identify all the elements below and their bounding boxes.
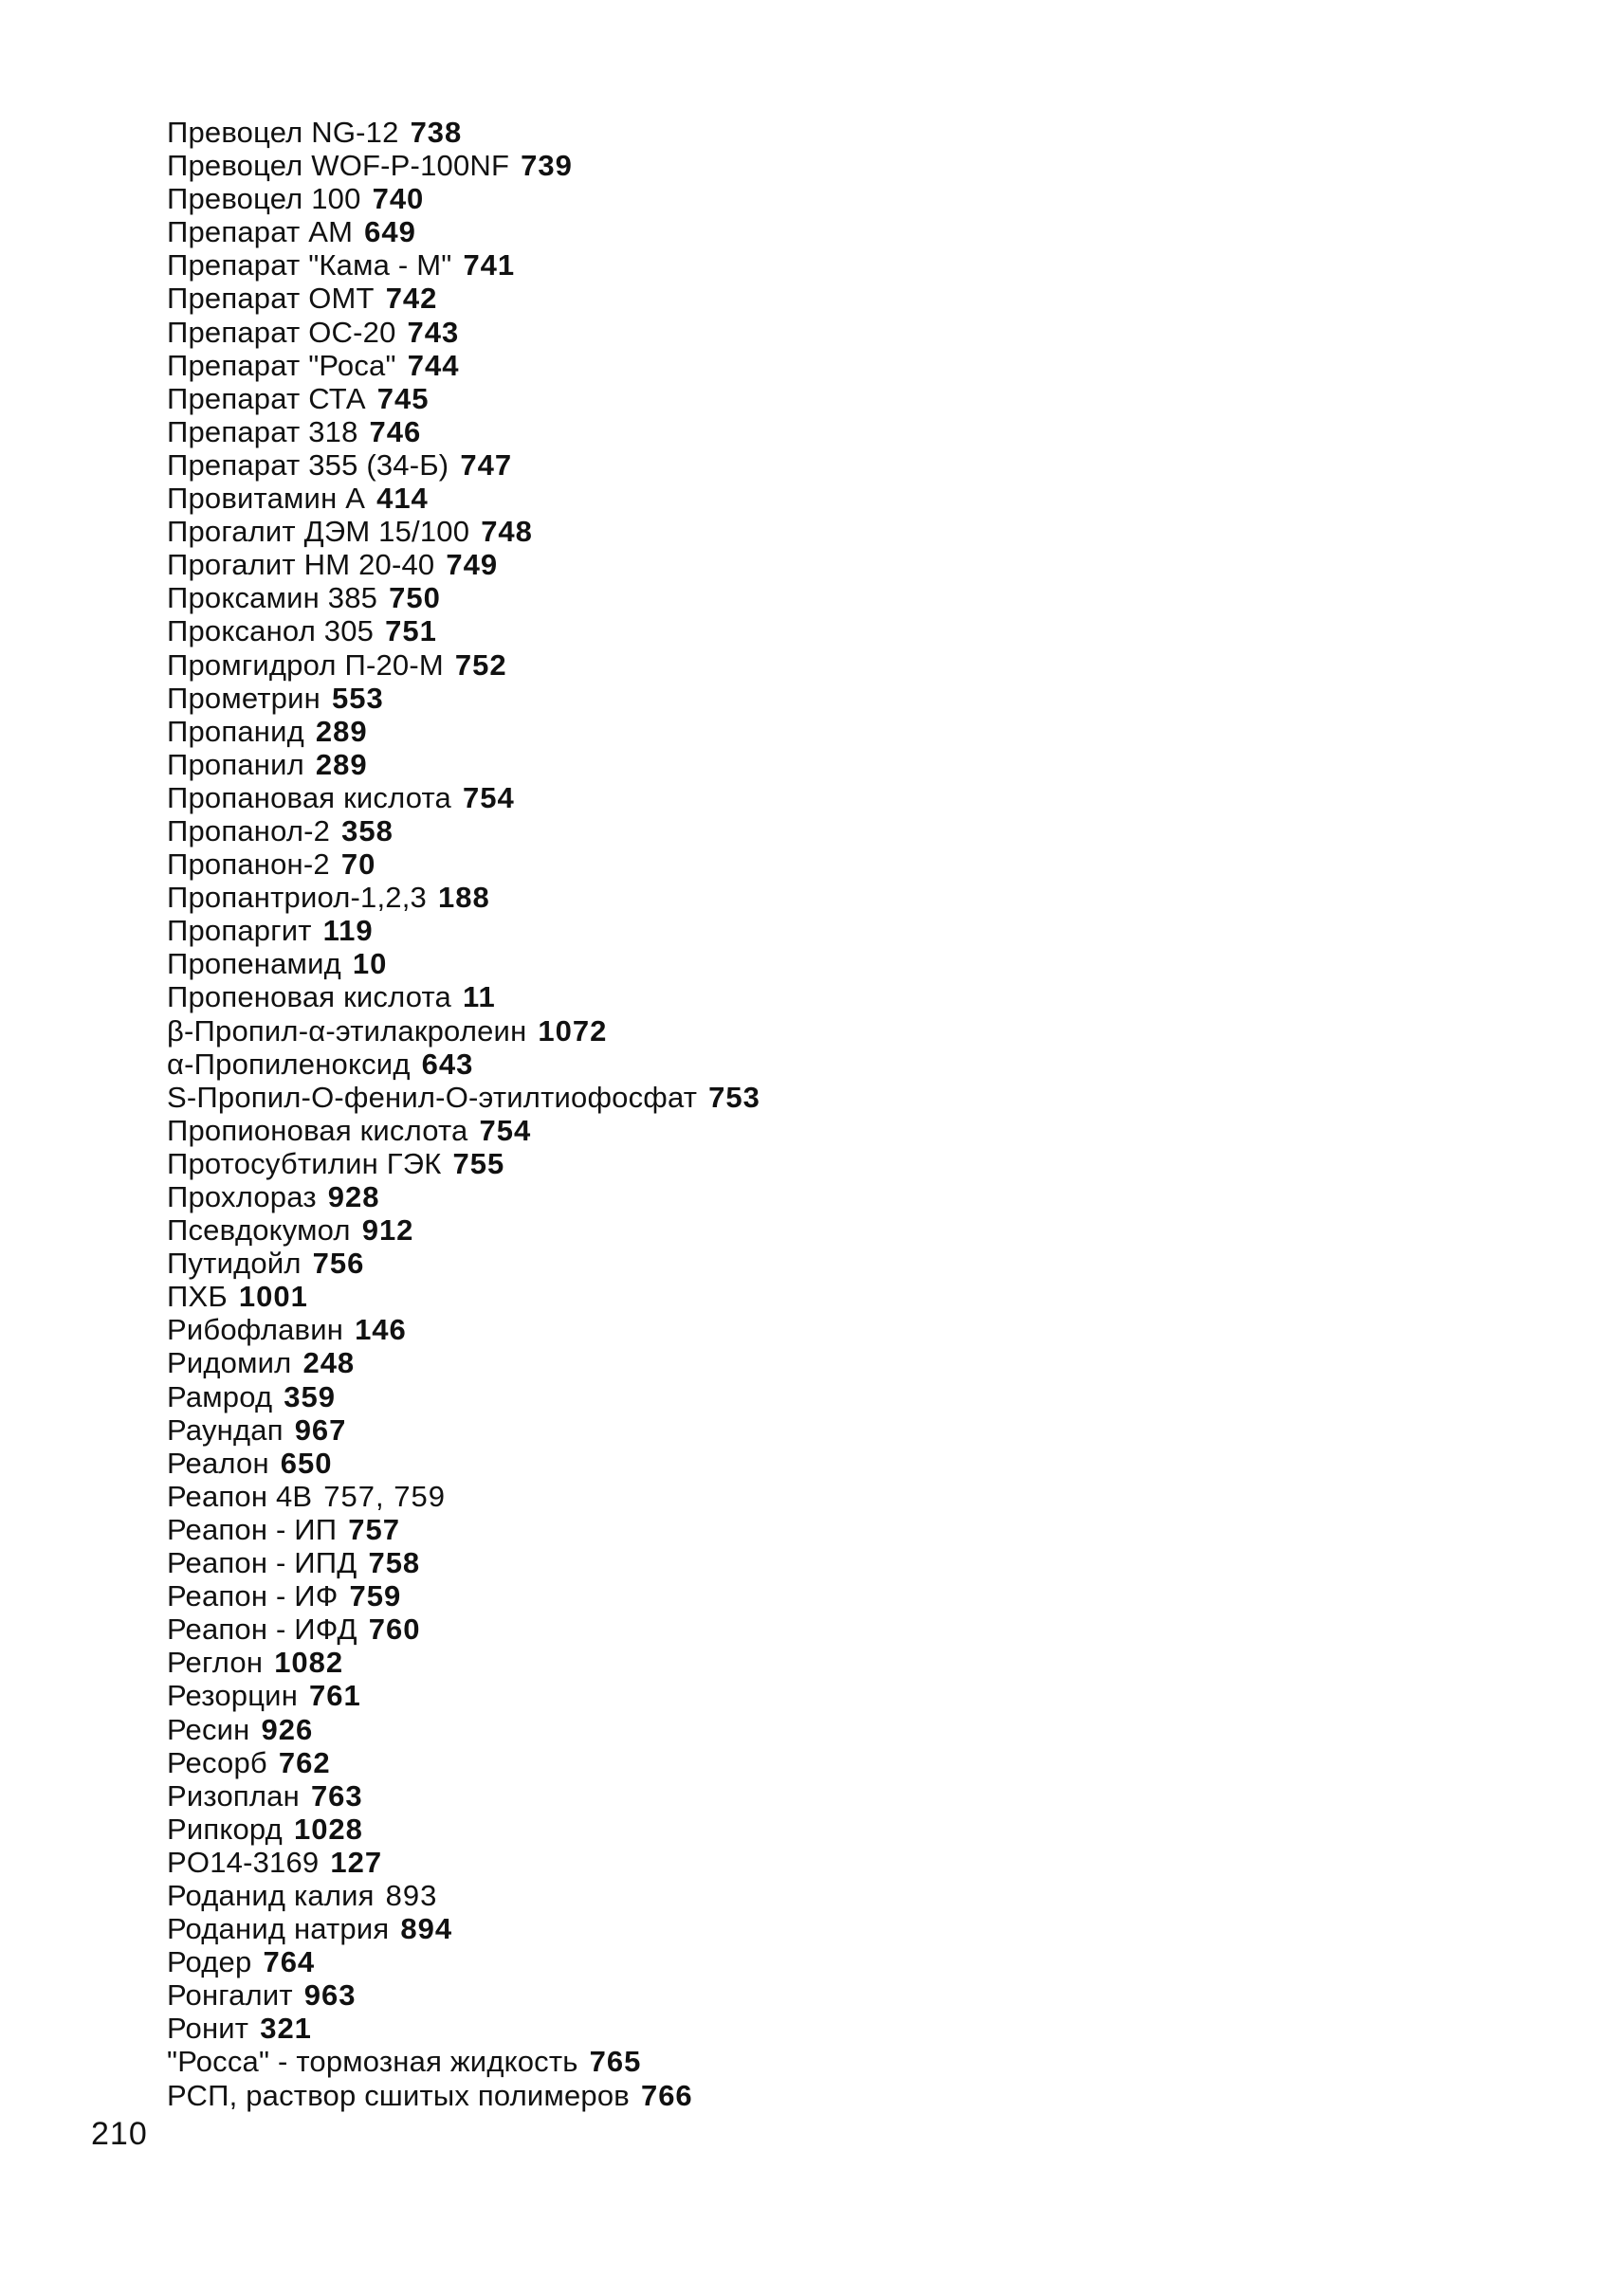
- index-entry-term: Пропионовая кислота: [167, 1113, 468, 1147]
- index-entry-reference: 359: [284, 1379, 337, 1413]
- index-entry-term: Препарат "Роса": [167, 348, 396, 382]
- index-list: [167, 116, 1210, 2112]
- index-entry: [167, 1480, 1210, 1513]
- index-entry-term: Прогалит НМ 20-40: [167, 548, 435, 582]
- index-entry-term: Проксанол 305: [167, 614, 375, 648]
- index-entry-reference: 1072: [538, 1013, 608, 1048]
- index-entry-reference: 289: [315, 714, 368, 748]
- index-entry-reference: 748: [481, 515, 533, 549]
- index-entry: [167, 581, 1210, 614]
- index-entry-term: Препарат "Кама - М": [167, 248, 452, 282]
- index-entry-term: Прогалит ДЭМ 15/100: [167, 515, 470, 549]
- index-entry: [167, 1912, 1210, 1945]
- page-number: 210: [91, 2116, 148, 2152]
- index-entry-reference: 765: [589, 2045, 642, 2079]
- index-entry: [167, 1579, 1210, 1613]
- index-entry-reference: 146: [355, 1313, 407, 1347]
- index-entry: [167, 482, 1210, 515]
- index-entry: [167, 316, 1210, 349]
- index-entry: [167, 2045, 1210, 2078]
- index-entry-term: Пропановая кислота: [167, 780, 451, 814]
- index-entry-term: Раундап: [167, 1412, 284, 1447]
- index-entry-reference: 70: [340, 847, 376, 882]
- index-entry: [167, 1280, 1210, 1313]
- index-entry-reference: 1082: [274, 1646, 344, 1680]
- index-entry: [167, 1048, 1210, 1081]
- index-entry-reference: 289: [315, 747, 368, 781]
- index-entry-term: Ридомил: [167, 1346, 292, 1380]
- index-entry: [167, 182, 1210, 215]
- index-entry-reference: 761: [309, 1679, 361, 1713]
- index-entry: [167, 614, 1210, 647]
- index-entry-reference: 650: [280, 1446, 333, 1480]
- index-entry-reference: 747: [460, 447, 513, 482]
- index-entry-term: Резорцин: [167, 1679, 299, 1713]
- index-entry: [167, 748, 1210, 781]
- index-entry: [167, 215, 1210, 248]
- index-entry: [167, 1247, 1210, 1280]
- index-entry-term: Пропеновая кислота: [167, 980, 451, 1014]
- index-entry: [167, 1713, 1210, 1746]
- index-entry: [167, 415, 1210, 448]
- index-entry-term: S-Пропил-О-фенил-О-этилтиофосфат: [167, 1080, 698, 1114]
- index-entry: [167, 2012, 1210, 2045]
- index-entry-reference: 414: [376, 482, 429, 516]
- index-entry-reference: 1028: [293, 1812, 363, 1846]
- index-entry-reference: 643: [421, 1047, 474, 1081]
- index-entry: [167, 1114, 1210, 1147]
- index-entry-term: Родер: [167, 1945, 252, 1979]
- index-entry-term: Препарат ОМТ: [167, 282, 375, 316]
- index-entry-reference: 743: [407, 315, 460, 349]
- index-entry-term: Ресорб: [167, 1745, 267, 1779]
- index-entry: [167, 1014, 1210, 1048]
- index-entry: [167, 980, 1210, 1013]
- index-entry: [167, 1978, 1210, 2012]
- index-entry-reference: 744: [407, 348, 460, 382]
- index-entry-term: Провитамин А: [167, 482, 366, 516]
- index-entry-term: Ронит: [167, 2012, 249, 2046]
- index-entry-reference: 926: [261, 1712, 314, 1746]
- index-entry: [167, 1213, 1210, 1247]
- index-entry-reference: 119: [322, 914, 374, 948]
- index-entry-term: Рибофлавин: [167, 1313, 344, 1347]
- index-entry-reference: 741: [463, 248, 516, 282]
- index-entry-term: "Росса" - тормозная жидкость: [167, 2045, 578, 2079]
- index-entry-reference: 745: [376, 381, 430, 415]
- index-entry-term: Пропанол-2: [167, 813, 331, 847]
- index-entry-reference: 757, 759: [323, 1479, 446, 1513]
- index-entry: [167, 1513, 1210, 1546]
- index-entry-term: PO14-3169: [167, 1845, 320, 1879]
- index-entry-reference: 739: [521, 149, 573, 183]
- index-entry-term: Роданид натрия: [167, 1912, 390, 1946]
- index-entry-term: ПХБ: [167, 1280, 228, 1314]
- index-entry: [167, 248, 1210, 282]
- index-entry-term: Препарат ОС-20: [167, 315, 396, 349]
- index-entry: [167, 1313, 1210, 1346]
- index-entry: [167, 1679, 1210, 1712]
- index-entry: [167, 648, 1210, 682]
- index-entry-term: Превоцел NG-12: [167, 116, 399, 149]
- index-entry: [167, 282, 1210, 315]
- index-entry-reference: 740: [372, 182, 425, 216]
- index-entry-term: α-Пропиленоксид: [167, 1047, 411, 1081]
- index-entry: [167, 1147, 1210, 1180]
- index-entry-term: Рамрод: [167, 1379, 273, 1413]
- index-entry-term: Реглон: [167, 1646, 264, 1680]
- index-entry: [167, 382, 1210, 415]
- index-entry-term: Превоцел WOF-P-100NF: [167, 149, 510, 183]
- index-entry: [167, 1447, 1210, 1480]
- index-entry-reference: 127: [330, 1845, 383, 1879]
- index-entry-term: Псевдокумол: [167, 1213, 351, 1248]
- index-entry: [167, 1613, 1210, 1646]
- index-entry: [167, 515, 1210, 548]
- index-entry-reference: 248: [302, 1346, 356, 1380]
- index-entry-term: Препарат 318: [167, 414, 358, 448]
- index-entry-reference: 756: [312, 1247, 365, 1281]
- index-entry-term: Пропаргит: [167, 914, 312, 948]
- index-entry-term: Препарат 355 (34-Б): [167, 447, 449, 482]
- index-entry-reference: 894: [400, 1912, 453, 1946]
- index-entry-reference: 358: [341, 813, 394, 847]
- index-entry-term: Реапон - ИФ: [167, 1579, 339, 1613]
- index-entry-reference: 746: [369, 414, 422, 448]
- index-entry: [167, 1846, 1210, 1879]
- index-entry-reference: 749: [446, 548, 499, 582]
- index-entry-reference: 764: [263, 1945, 316, 1979]
- index-entry-reference: 763: [310, 1778, 363, 1813]
- index-entry-reference: 751: [385, 614, 437, 648]
- index-entry-reference: 754: [479, 1113, 532, 1147]
- index-entry-reference: 757: [348, 1512, 400, 1546]
- index-entry-reference: 760: [368, 1613, 421, 1647]
- index-entry-reference: 893: [385, 1878, 438, 1912]
- index-entry-term: Пропенамид: [167, 947, 341, 981]
- index-entry-term: Прохлораз: [167, 1180, 317, 1213]
- index-entry-reference: 759: [349, 1579, 402, 1613]
- index-entry-term: Ризоплан: [167, 1778, 300, 1813]
- index-entry: [167, 814, 1210, 847]
- index-entry: [167, 881, 1210, 914]
- index-entry-reference: 321: [260, 2012, 312, 2046]
- index-entry-reference: 1001: [238, 1280, 308, 1314]
- index-entry: [167, 548, 1210, 581]
- index-entry-term: Рипкорд: [167, 1812, 283, 1846]
- index-entry-term: Ресин: [167, 1712, 250, 1746]
- index-entry: [167, 149, 1210, 182]
- index-entry-reference: 928: [327, 1180, 380, 1213]
- index-entry-term: Путидойл: [167, 1247, 302, 1281]
- index-entry-reference: 738: [410, 116, 463, 149]
- index-entry: [167, 448, 1210, 482]
- index-entry: [167, 116, 1210, 149]
- index-entry-reference: 188: [437, 881, 490, 915]
- index-entry-term: Пропанон-2: [167, 847, 330, 882]
- index-entry: [167, 847, 1210, 881]
- index-entry-term: Реапон - ИП: [167, 1512, 338, 1546]
- index-entry: [167, 1081, 1210, 1114]
- index-entry-reference: 766: [640, 2078, 693, 2112]
- index-entry: [167, 1346, 1210, 1379]
- index-entry-reference: 758: [368, 1546, 421, 1580]
- index-entry-reference: 762: [278, 1745, 331, 1779]
- index-entry-reference: 752: [454, 647, 507, 682]
- index-entry-term: РСП, раствор сшитых полимеров: [167, 2078, 630, 2112]
- index-entry: [167, 1546, 1210, 1579]
- index-entry-term: Промгидрол П-20-М: [167, 647, 444, 682]
- index-entry-term: Реапон - ИПД: [167, 1546, 357, 1580]
- index-entry-term: Реапон - ИФД: [167, 1613, 357, 1647]
- index-entry-reference: 649: [364, 215, 416, 249]
- index-entry: [167, 2079, 1210, 2112]
- index-entry: [167, 781, 1210, 814]
- index-entry-term: Превоцел 100: [167, 182, 361, 216]
- index-entry: [167, 1779, 1210, 1813]
- index-entry-term: Прометрин: [167, 681, 321, 715]
- index-entry-term: Реапон 4В: [167, 1479, 313, 1513]
- index-entry-reference: 750: [389, 581, 441, 615]
- index-entry-reference: 553: [331, 681, 384, 715]
- index-entry: [167, 1746, 1210, 1779]
- index-entry-reference: 10: [352, 947, 388, 981]
- index-entry-term: Проксамин 385: [167, 581, 378, 615]
- index-entry: [167, 1413, 1210, 1447]
- index-entry-term: Пропанил: [167, 747, 304, 781]
- index-entry-term: Пропантриол-1,2,3: [167, 881, 427, 915]
- index-entry: [167, 947, 1210, 980]
- index-entry-reference: 755: [452, 1146, 505, 1180]
- index-entry-term: Пропанид: [167, 714, 304, 748]
- index-entry: [167, 349, 1210, 382]
- index-entry: [167, 914, 1210, 947]
- index-entry: [167, 1180, 1210, 1213]
- index-entry-term: Ронгалит: [167, 1978, 293, 2013]
- index-entry: [167, 1945, 1210, 1978]
- index-entry: [167, 715, 1210, 748]
- index-entry: [167, 682, 1210, 715]
- index-entry-reference: 11: [462, 980, 496, 1014]
- index-entry-term: Роданид калия: [167, 1878, 375, 1912]
- index-entry-term: Протосубтилин ГЭК: [167, 1146, 442, 1180]
- index-entry-reference: 963: [303, 1978, 357, 2013]
- index-entry: [167, 1879, 1210, 1912]
- index-entry: [167, 1813, 1210, 1846]
- index-entry-term: Препарат СТА: [167, 381, 366, 415]
- index-entry-reference: 967: [294, 1412, 347, 1447]
- index-entry-reference: 754: [462, 780, 515, 814]
- index-entry-term: Реалон: [167, 1446, 269, 1480]
- index-entry-reference: 753: [708, 1080, 760, 1114]
- index-entry-term: Препарат АМ: [167, 215, 354, 249]
- index-entry-term: β-Пропил-α-этилакролеин: [167, 1013, 527, 1048]
- index-entry-reference: 742: [385, 282, 438, 316]
- index-entry: [167, 1646, 1210, 1679]
- index-entry-reference: 912: [361, 1213, 414, 1248]
- index-entry: [167, 1380, 1210, 1413]
